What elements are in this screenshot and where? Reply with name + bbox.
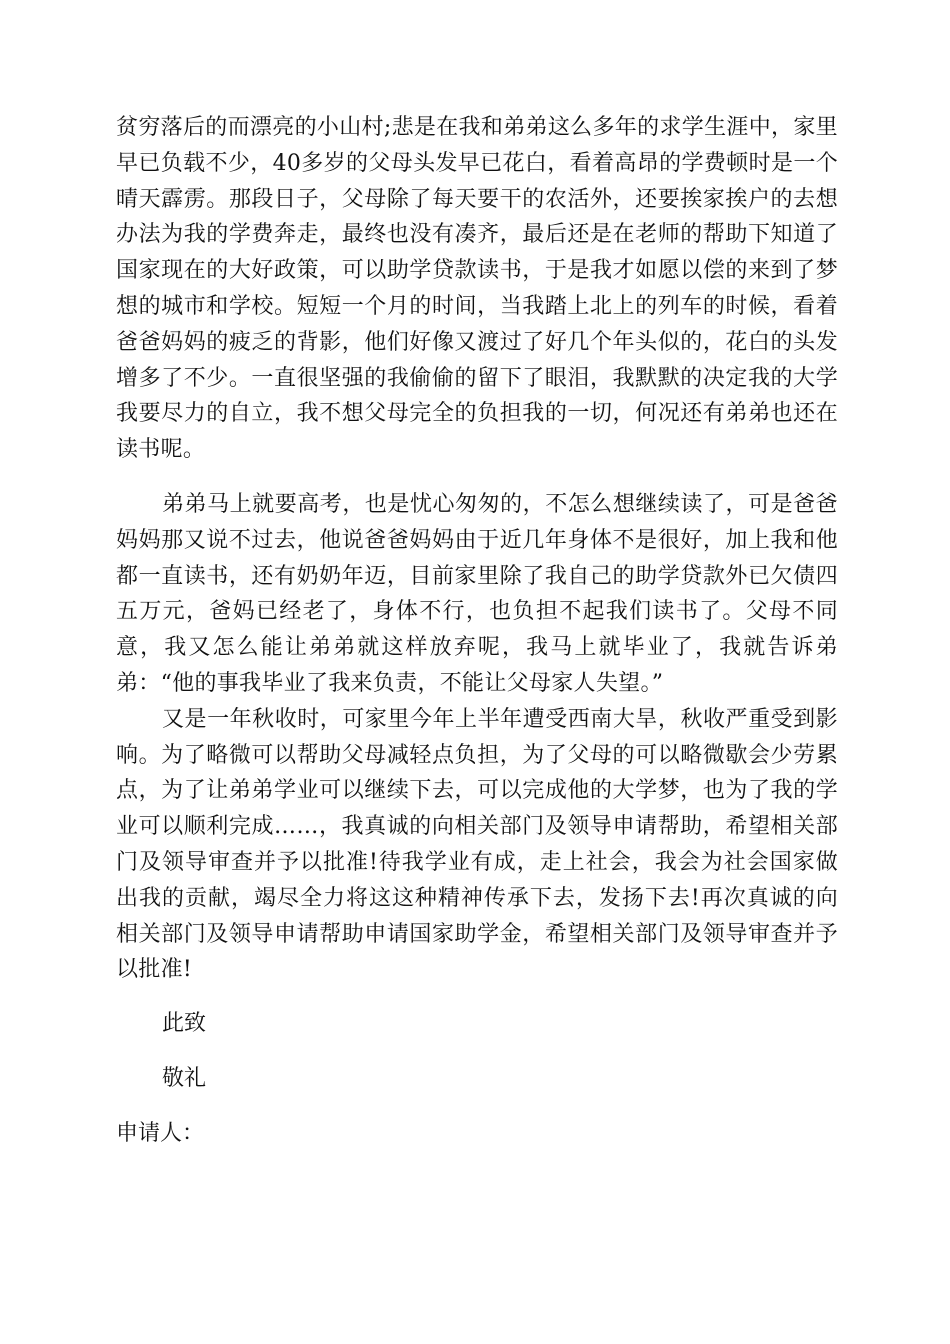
closing-salutation: 此致 xyxy=(162,1011,207,1037)
body-paragraph-2: 弟弟马上就要高考，也是忧心匆匆的，不怎么想继续读了，可是爸爸妈妈那又说不过去，他说爸爸妈妈由于近几年身体不是很好，加上我和他都一直读书，还有奶奶年迈，目前家里除了我自己的助学贷款外已欠债四五万元，爸妈已经老了，身体不行，也负担不起我们读书了。父母不同意，我又怎么能让弟弟就这样放弃呢，我马上就毕业了，我就告诉弟弟：“他的事我毕业了我来负责，不能让父母家人失望。” xyxy=(116,491,838,696)
document-page xyxy=(116,110,838,1148)
signature-label: 申请人： xyxy=(116,1121,205,1147)
signature-gap xyxy=(116,1093,838,1120)
paragraph-gap xyxy=(116,468,838,487)
body-paragraph-3: 又是一年秋收时，可家里今年上半年遭受西南大旱，秋收严重受到影响。为了略微可以帮助父母减轻点负担，为了父母的可以略微歇会少劳累点，为了让弟弟学业可以继续下去，可以完成他的大学梦，也为了我的学业可以顺利完成……，我真诚的向相关部门及领导申请帮助，希望相关部门及领导审查并予以批准!待我学业有成，走上社会，我会为社会国家做出我的贡献，竭尽全力将这这种精神传承下去，发扬下去!再次真诚的向相关部门及领导申请帮助申请国家助学金，希望相关部门及领导审查并予以批准! xyxy=(116,706,838,983)
closing-gap-2 xyxy=(116,1038,838,1065)
closing-gap xyxy=(116,988,838,1010)
body-paragraph-1: 贫穷落后的而漂亮的小山村;悲是在我和弟弟这么多年的求学生涯中，家里早已负载不少，40多岁的父母头发早已花白，看着高昂的学费顿时是一个晴天霹雳。那段日子，父母除了每天要干的农活外，还要挨家挨户的去想办法为我的学费奔走，最终也没有凑齐，最后还是在老师的帮助下知道了国家现在的大好政策，可以助学贷款读书，于是我才如愿以偿的来到了梦想的城市和学校。短短一个月的时间，当我踏上北上的列车的时候，看着爸爸妈妈的疲乏的背影，他们好像又渡过了好几个年头似的，花白的头发增多了不少。一直很坚强的我偷偷的留下了眼泪，我默默的决定我的大学我要尽力的自立，我不想父母完全的负担我的一切，何况还有弟弟也还在读书呢。 xyxy=(116,115,838,463)
closing-regards: 敬礼 xyxy=(162,1066,207,1092)
